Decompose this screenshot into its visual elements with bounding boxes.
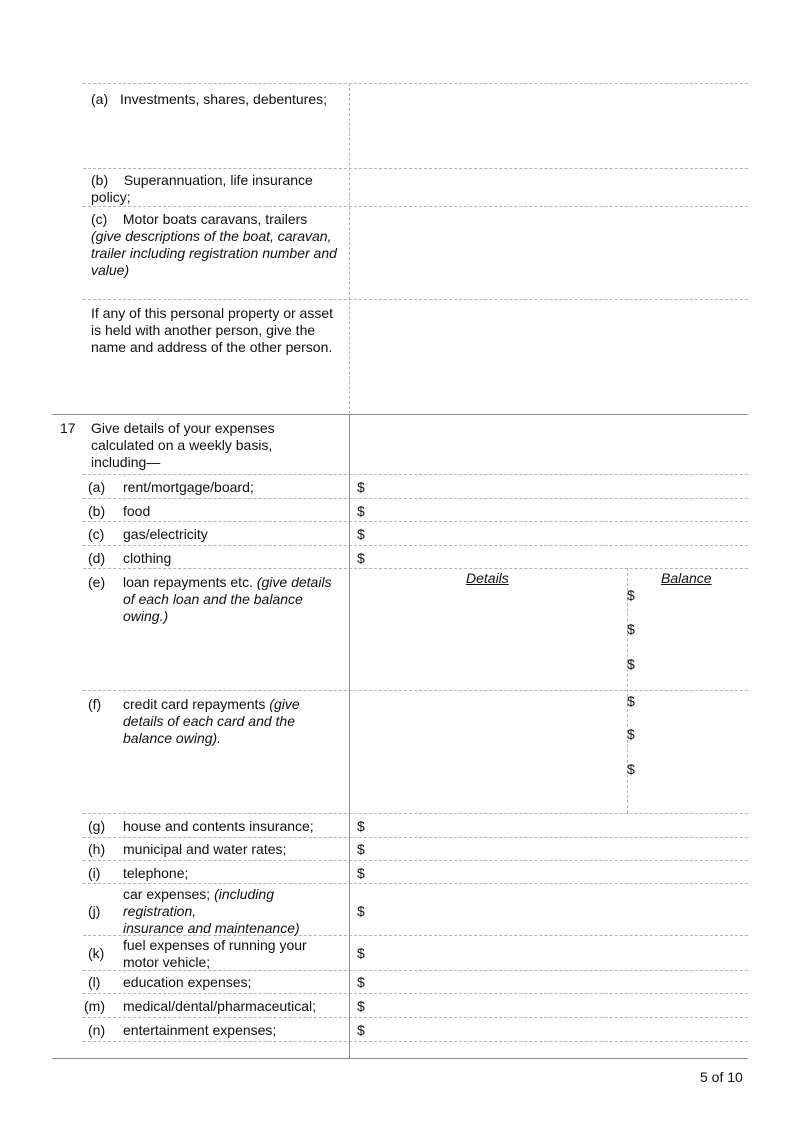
dollar-sign: $ [627,693,635,709]
row-divider [83,568,748,569]
row-divider [83,498,748,499]
dollar-sign: $ [357,479,365,495]
question-17-text: Give details of your expenses calculated on a weekly basis, including— [91,420,275,470]
expense-label: house and contents insurance; [123,818,314,834]
item-a-text: Investments, shares, debentures; [120,91,327,107]
item-b-text: Superannuation, life insurance policy; [91,172,313,205]
expense-label: telephone; [123,865,189,881]
expense-label: fuel expenses of running your motor vehicle; [123,937,307,970]
dollar-sign: $ [357,974,365,990]
row-divider [83,83,748,84]
expense-letter: (j) [88,903,101,919]
dollar-sign: $ [627,656,635,672]
car-expenses-note-2: registration, [123,903,197,919]
item-b [91,172,341,206]
entertainment-input[interactable] [370,1019,746,1040]
item-c [91,211,341,279]
dollar-sign: $ [357,526,365,542]
dollar-sign: $ [357,818,365,834]
loan-repayments-label [123,574,338,625]
expense-label: food [123,503,151,519]
item-b-letter: (b) [91,172,109,188]
section-divider [52,414,748,415]
row-divider [83,993,748,994]
credit-card-note: (give details of each card and the balance owing). [123,696,300,746]
loan-balance-input[interactable] [640,588,746,688]
question-number: 17 [60,420,76,436]
expense-label: medical/dental/pharmaceutical; [123,998,316,1014]
row-divider [83,813,748,814]
expense-label: gas/electricity [123,526,208,542]
column-divider [349,414,350,1058]
dollar-sign: $ [357,903,365,919]
expense-letter: (h) [88,841,106,857]
credit-card-text: credit card repayments [123,696,266,712]
details-header: Details [466,570,509,586]
expense-letter: (l) [88,974,101,990]
row-divider [83,206,748,207]
dollar-sign: $ [357,865,365,881]
expense-letter: (e) [88,574,106,590]
dollar-sign: $ [357,550,365,566]
expense-letter: (b) [88,503,106,519]
joint-ownership-text: If any of this personal property or asset is held with another person, give the name and address of the other person. [91,305,334,355]
balance-header: Balance [661,570,712,586]
dollar-sign: $ [627,621,635,637]
row-divider [83,883,748,884]
item-c-note: (give descriptions of the boat, caravan, trailer including registration number and value) [91,228,337,278]
item-a-letter: (a) [91,91,109,107]
row-divider [83,521,748,522]
rates-input[interactable] [370,839,746,859]
row-divider [83,837,748,838]
expense-letter: (k) [88,945,105,961]
expense-label: municipal and water rates; [123,841,287,857]
item-c-letter: (c) [91,211,108,227]
dollar-sign: $ [357,1022,365,1038]
expense-letter: (m) [84,998,105,1014]
item-c-text: Motor boats caravans, trailers [122,211,308,227]
bottom-border [52,1058,748,1059]
clothing-input[interactable] [370,547,746,567]
education-input[interactable] [370,972,746,992]
page-number: 5 of 10 [700,1069,743,1085]
car-expenses-text: car expenses; [123,886,211,902]
expense-label: entertainment expenses; [123,1022,277,1038]
row-divider [83,860,748,861]
fuel-expenses-input[interactable] [370,937,746,969]
car-expenses-note-1: (including [214,886,274,902]
credit-card-label [123,696,338,747]
medical-input[interactable] [370,995,746,1016]
expense-label: rent/mortgage/board; [123,479,254,495]
row-divider [83,545,748,546]
expense-letter: (i) [88,865,101,881]
column-divider [349,83,350,414]
loan-repayments-text: loan repayments etc. [123,574,253,590]
expense-letter: (g) [88,818,106,834]
expense-letter: (d) [88,550,106,566]
row-divider [83,299,748,300]
dollar-sign: $ [357,945,365,961]
row-divider [83,168,748,169]
loan-details-input[interactable] [352,588,624,688]
row-divider [83,1017,748,1018]
dollar-sign: $ [357,841,365,857]
expense-letter: (c) [88,526,105,542]
row-divider [83,474,748,475]
car-expenses-note-3: insurance and maintenance) [123,920,300,936]
row-divider [83,690,748,691]
car-expenses-label [123,886,338,937]
car-expenses-input[interactable] [370,885,746,934]
dollar-sign: $ [627,726,635,742]
expense-letter: (n) [88,1022,106,1038]
loan-repayments-note: (give details of each loan and the balance owing.) [123,574,332,624]
credit-card-details-input[interactable] [352,692,624,811]
expense-label: clothing [123,550,172,566]
credit-card-balance-input[interactable] [640,692,746,811]
expense-label: education expenses; [123,974,252,990]
food-input[interactable] [370,500,746,520]
dollar-sign: $ [357,503,365,519]
dollar-sign: $ [627,761,635,777]
gas-electricity-input[interactable] [370,523,746,544]
telephone-input[interactable] [370,862,746,882]
dollar-sign: $ [357,998,365,1014]
expense-letter: (a) [88,479,106,495]
insurance-input[interactable] [370,815,746,836]
row-divider [83,1041,748,1042]
dollar-sign: $ [627,587,635,603]
rent-input[interactable] [370,476,746,497]
expense-letter: (f) [88,696,102,712]
